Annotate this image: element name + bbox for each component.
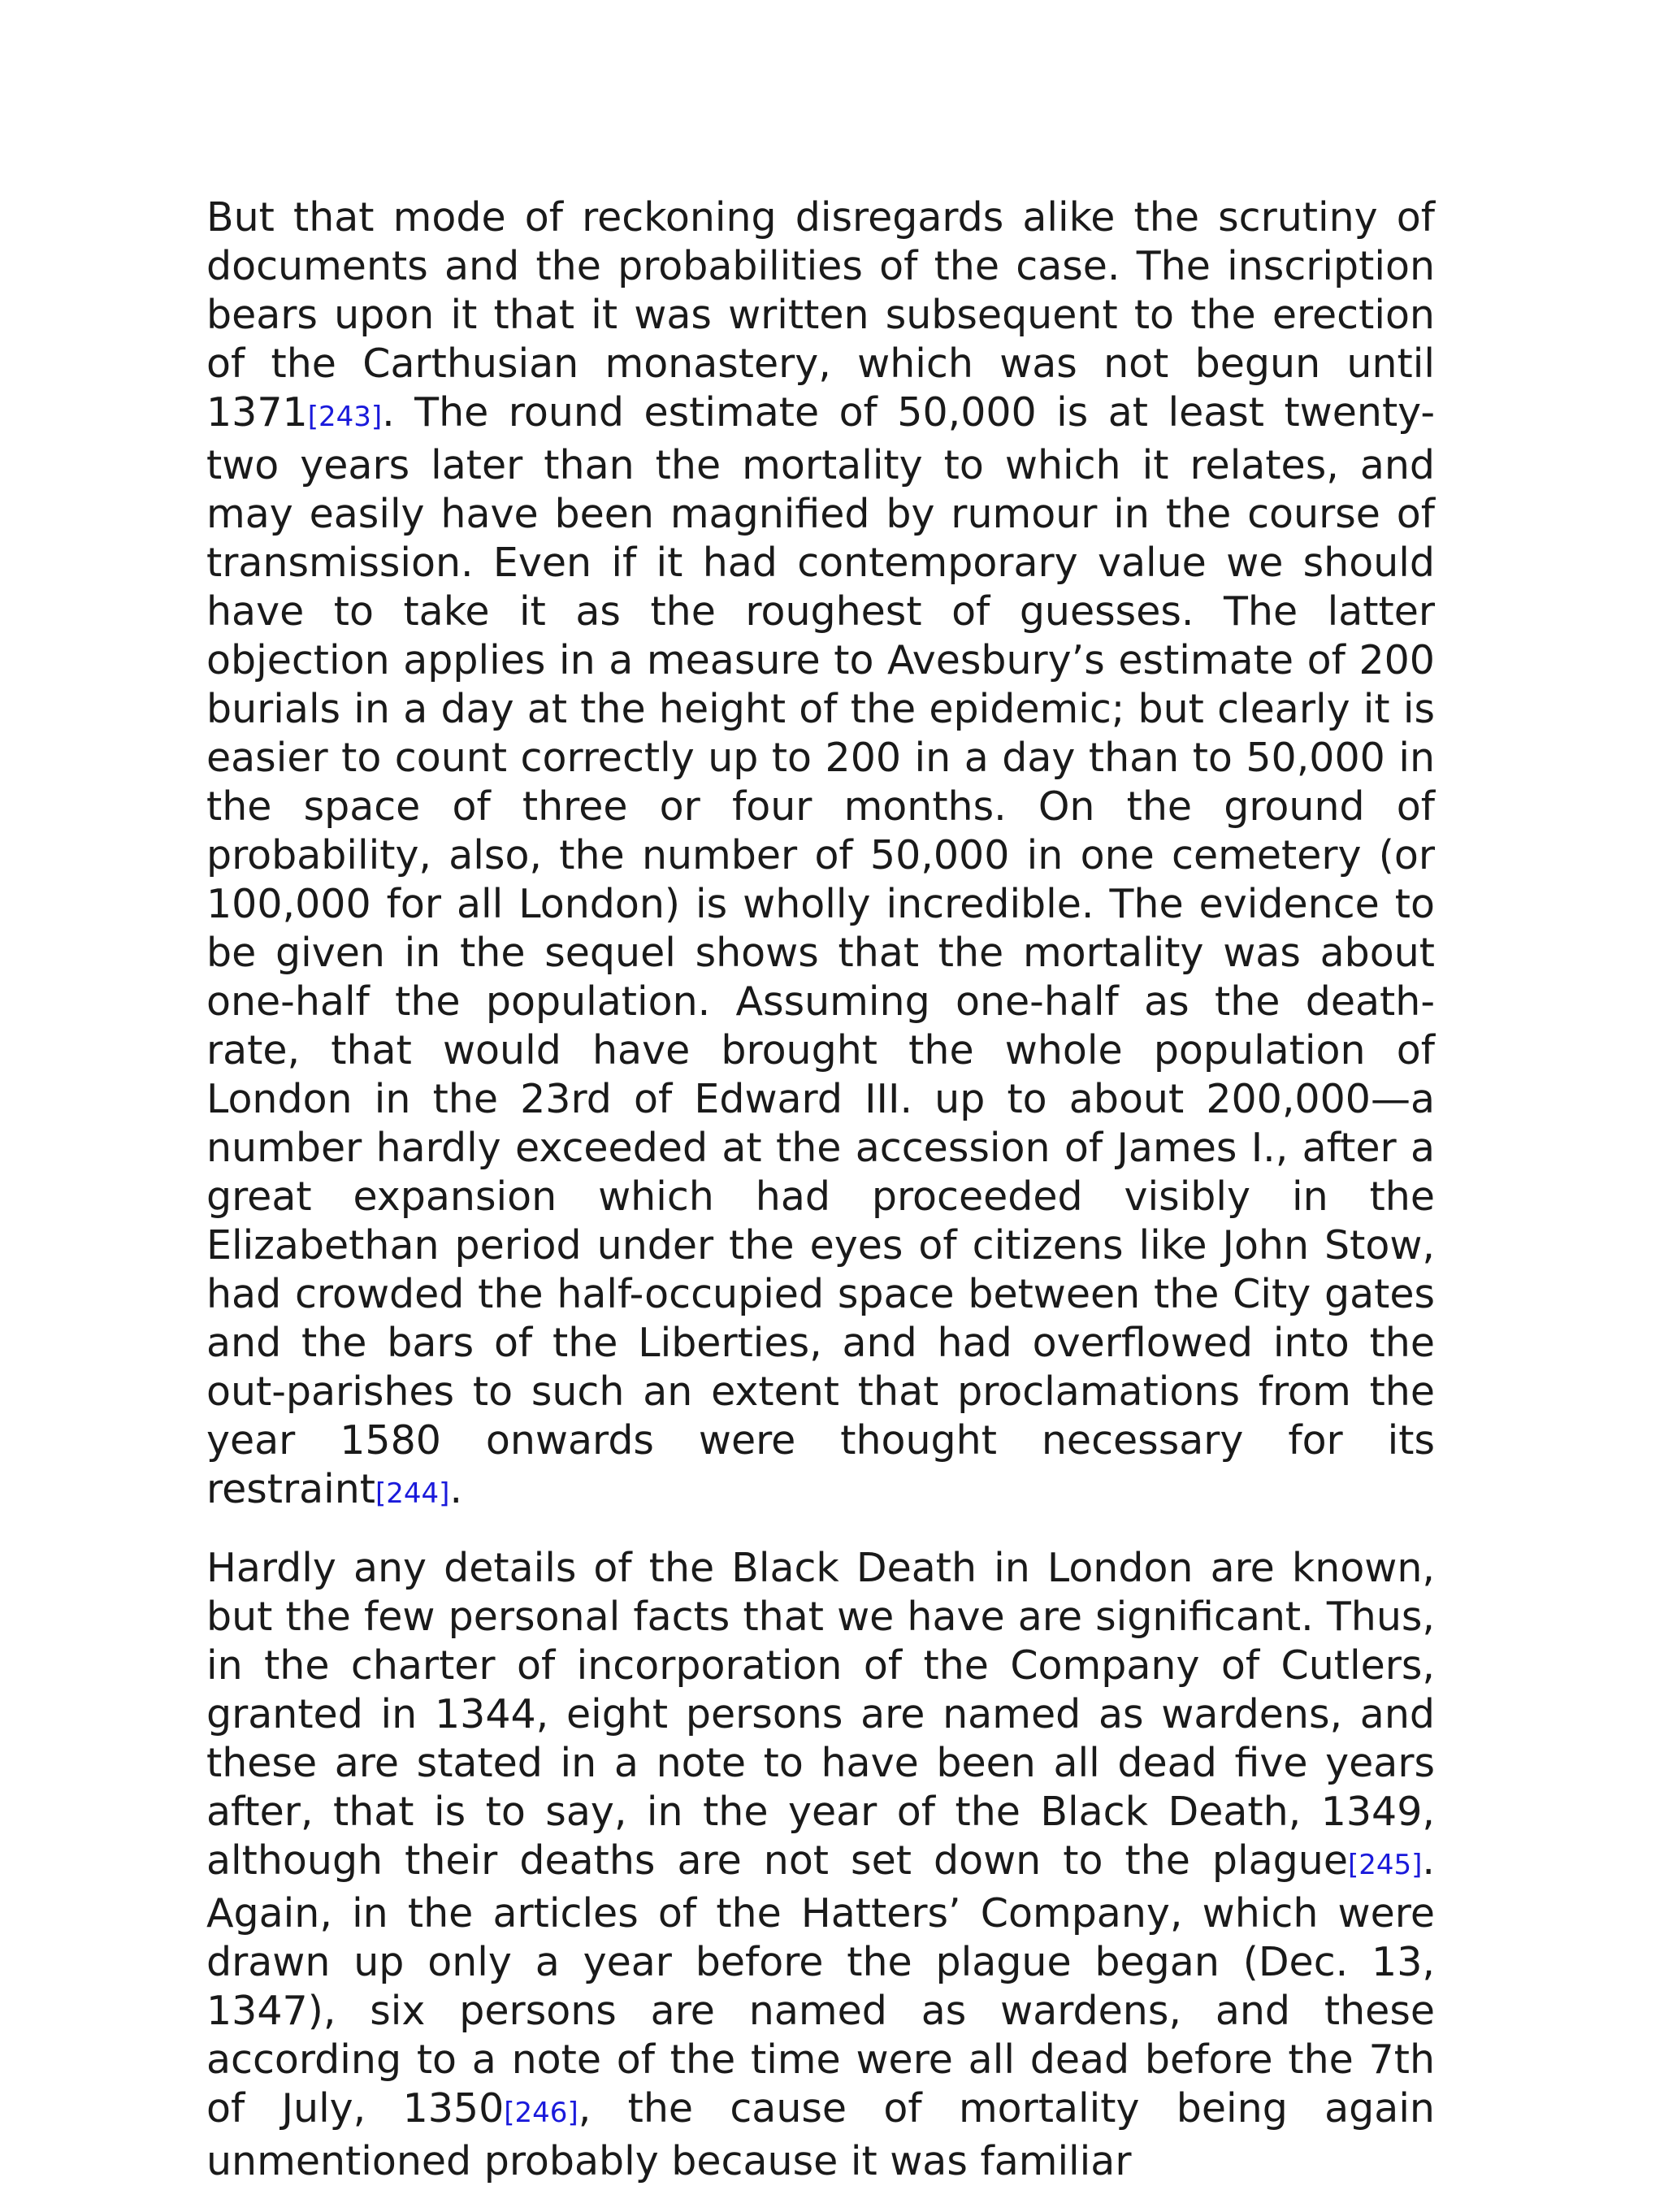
footnote-link-243[interactable]: [243] bbox=[307, 401, 383, 433]
paragraph-text: , the cause of mortality being again unmentioned probably because it was familiar bbox=[206, 2085, 1435, 2184]
paragraph-text: But that mode of reckoning disregards alike the scrutiny of documents and the probabilities of the case. The inscription bears upon it that it was written subsequent to the erection of the Carthusian monastery, which was not begun until 1371 bbox=[206, 194, 1435, 436]
paragraph-2 bbox=[206, 1544, 1435, 2186]
paragraph-text: . The round estimate of 50,000 is at least twenty-two years later than the mortality to which it relates, and may easily have been magnified by rumour in the course of transmission. Even if it had contemporary value we should have to take it as the roughest of guesses. The latter objection applies in a measure to Avesbury’s estimate of 200 burials in a day at the height of the epidemic; but clearly it is easier to count correctly up to 200 in a day than to 50,000 in the space of three or four months. On the ground of probability, also, the number of 50,000 in one cemetery (or 100,000 for all London) is wholly incredible. The evidence to be given in the sequel shows that the mortality was about one-half the population. Assuming one-half as the death-rate, that would have brought the whole population of London in the 23rd of Edward III. up to about 200,000—a number hardly exceeded at the accession of James I., after a great expansion which had proceeded visibly in the Elizabethan period under the eyes of citizens like John Stow, had crowded the half-occupied space between the City gates and the bars of the Liberties, and had overflowed into the out-parishes to such an extent that proclamations from the year 1580 onwards were thought necessary for its restraint bbox=[206, 389, 1435, 1512]
footnote-link-244[interactable]: [244] bbox=[375, 1477, 450, 1510]
footnote-link-246[interactable]: [246] bbox=[504, 2097, 578, 2129]
paragraph-text: Hardly any details of the Black Death in London are known, but the few personal facts that we have are significant. Thus, in the charter of incorporation of the Company of Cutlers, granted in 1344, eight persons are named as wardens, and these are stated in a note to have been all dead five years after, that is to say, in the year of the Black Death, 1349, although their deaths are not set down to the plague bbox=[206, 1545, 1435, 1884]
paragraph-text: . bbox=[449, 1466, 463, 1512]
paragraph-1 bbox=[206, 193, 1435, 1518]
page-body bbox=[206, 193, 1435, 2212]
footnote-link-245[interactable]: [245] bbox=[1347, 1849, 1423, 1881]
paragraph-text: . Again, in the articles of the Hatters’ Company, which were drawn up only a year before the plague began (Dec. 13, 1347), six persons are named as wardens, and these according to a note of the time were all dead before the 7th of July, 1350 bbox=[206, 1837, 1435, 2132]
